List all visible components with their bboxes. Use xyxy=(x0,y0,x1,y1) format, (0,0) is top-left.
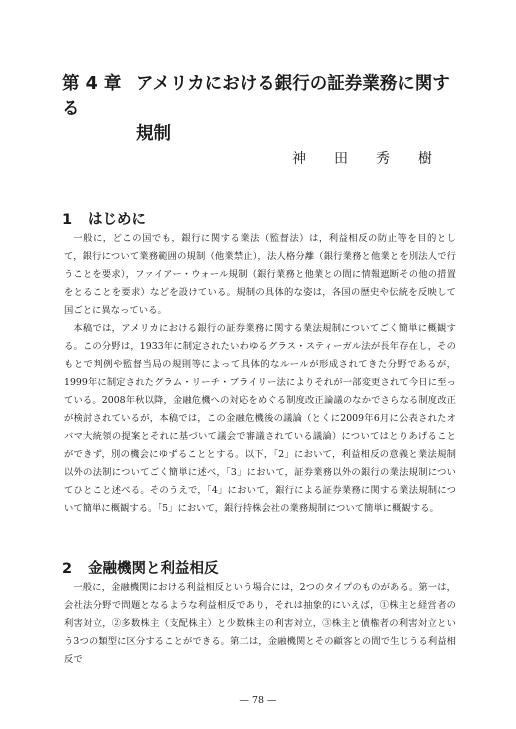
section-body-1 xyxy=(64,230,456,518)
chapter-title-line2: 規制 xyxy=(136,124,171,144)
section-heading-1 xyxy=(62,208,146,229)
chapter-title-line1: アメリカにおける銀行の証券業務に関する xyxy=(62,74,450,119)
section-heading-2 xyxy=(62,557,219,578)
chapter-number: 第 4 章 xyxy=(62,74,122,94)
page-number: — 78 — xyxy=(239,695,277,706)
section-number: 1 xyxy=(62,212,73,228)
paragraph: 一般に，金融機関における利益相反という場合には，2つのタイプのものがある。第一は，会社法分野で問題となるような利益相反であり，それは抽象的にいえば，①株主と経営者の利害対立，②多数株主（支配株主）と少数株主の利害対立，③株主と債権者の利害対立という3つの類型に区分することができる。第二は，金融機関とその顧客との間で生じうる利益相反で xyxy=(64,582,456,665)
section-title: はじめに xyxy=(88,212,146,228)
paragraph: 一般に，どこの国でも，銀行に関する業法（監督法）は，利益相反の防止等を目的として，銀行について業務範囲の規制（他業禁止），法人格分離（銀行業務と他業とを別法人で行うことを要求），ファイアー・ウォール規制（銀行業務と他業との間に情報遮断その他の措置をとることを要求）などを設けている。規制の具体的な姿は，各国の歴史や伝統を反映して国ごとに異なっている。 xyxy=(64,233,456,316)
author-name: 神田秀樹 xyxy=(292,151,460,167)
section-body-2 xyxy=(64,579,456,669)
section-number: 2 xyxy=(62,561,73,577)
chapter-title xyxy=(62,72,462,147)
paragraph: 本稿では，アメリカにおける銀行の証券業務に関する業法規制についてごく簡単に概観する。この分野は，1933年に制定されたいわゆるグラス・スティーガル法が長年存在し，そのもとで判例や監督当局の規則等によって具体的なルールが形成されてきた分野であるが，1999年に制定されたグラム・リーチ・ブライリー法によりそれが一部変更されて今日に至っている。2008年秋以降，金融危機への対応をめぐる制度改正論議のなかでさらなる制度改正が検討されているが，本稿では，この金融危機後の議論（とくに2009年6月に公表されたオバマ大統領の提案とそれに基づいて議会で審議されている議論）についてはとりあげることができず，別の機会にゆずることとする。以下，「2」において，利益相反の意義と業法規制以外の法制についてごく簡単に述べ，「3」において，証券業務以外の銀行の業法規制についてひとこと述べる。そのうえで，「4」において，銀行による証券業務に関する業法規制について簡単に概観する。「5」において，銀行持株会社の業務規制について簡単に概観する。 xyxy=(64,323,456,514)
section-title: 金融機関と利益相反 xyxy=(88,561,219,577)
